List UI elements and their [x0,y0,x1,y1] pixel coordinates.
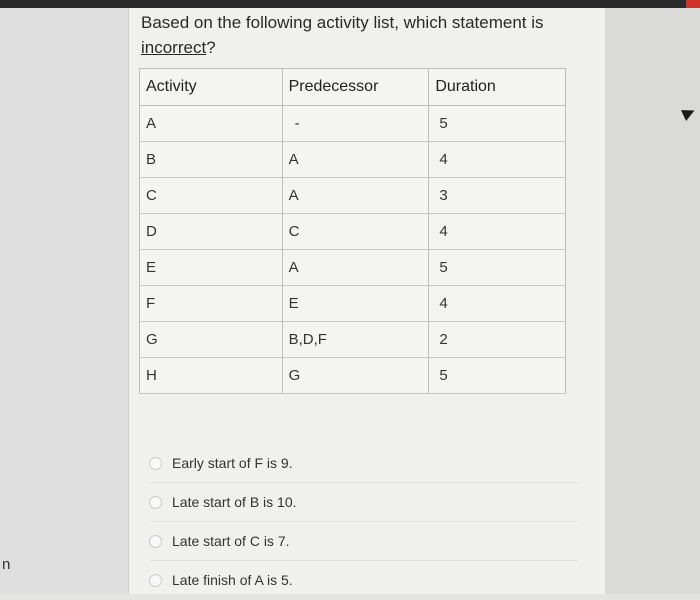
side-label: n [2,556,11,573]
cell-duration: 4 [429,214,566,250]
cell-predecessor: A [282,142,429,178]
choice-label[interactable]: Late start of B is 10. [172,494,297,510]
question-emphasis: incorrect [141,38,207,57]
table-row [140,250,566,286]
cell-predecessor: B,D,F [282,322,429,358]
activity-table [139,68,566,394]
cell-duration: 5 [429,106,566,142]
choice-option-4[interactable] [149,561,579,600]
table-row [140,142,566,178]
cell-activity: A [140,106,283,142]
table-row [140,178,566,214]
question-prefix: Based on the following activity list, which statement is [141,13,544,32]
cell-duration: 2 [429,322,566,358]
answer-choices [149,444,579,600]
table-row [140,358,566,394]
cell-predecessor: C [282,214,429,250]
table-row [140,286,566,322]
cell-duration: 4 [429,286,566,322]
radio-button-icon[interactable] [149,496,162,509]
radio-button-icon[interactable] [149,457,162,470]
cell-activity: H [140,358,283,394]
question-panel [128,8,606,594]
right-panel [605,8,700,594]
left-panel [0,8,128,594]
header-activity: Activity [140,69,283,106]
choice-option-1[interactable] [149,444,579,483]
header-duration: Duration [429,69,566,106]
choice-label[interactable]: Late start of C is 7. [172,533,290,549]
choice-option-2[interactable] [149,483,579,522]
cell-activity: D [140,214,283,250]
cell-activity: G [140,322,283,358]
cell-duration: 3 [429,178,566,214]
cell-predecessor: E [282,286,429,322]
table-row [140,106,566,142]
radio-button-icon[interactable] [149,574,162,587]
choice-label[interactable]: Late finish of A is 5. [172,572,293,588]
cell-activity: B [140,142,283,178]
close-indicator [686,0,700,8]
table-header-row [140,69,566,106]
radio-button-icon[interactable] [149,535,162,548]
table-row [140,214,566,250]
cell-duration: 4 [429,142,566,178]
cell-activity: E [140,250,283,286]
table-row [140,322,566,358]
cell-predecessor: A [282,250,429,286]
choice-label[interactable]: Early start of F is 9. [172,455,293,471]
header-predecessor: Predecessor [282,69,429,106]
cell-activity: F [140,286,283,322]
question-suffix: ? [206,38,216,57]
cell-predecessor: G [282,358,429,394]
cell-activity: C [140,178,283,214]
top-bar [0,0,700,8]
cell-duration: 5 [429,358,566,394]
question-text [141,10,581,60]
cell-predecessor: - [282,106,429,142]
cell-predecessor: A [282,178,429,214]
choice-option-3[interactable] [149,522,579,561]
cell-duration: 5 [429,250,566,286]
